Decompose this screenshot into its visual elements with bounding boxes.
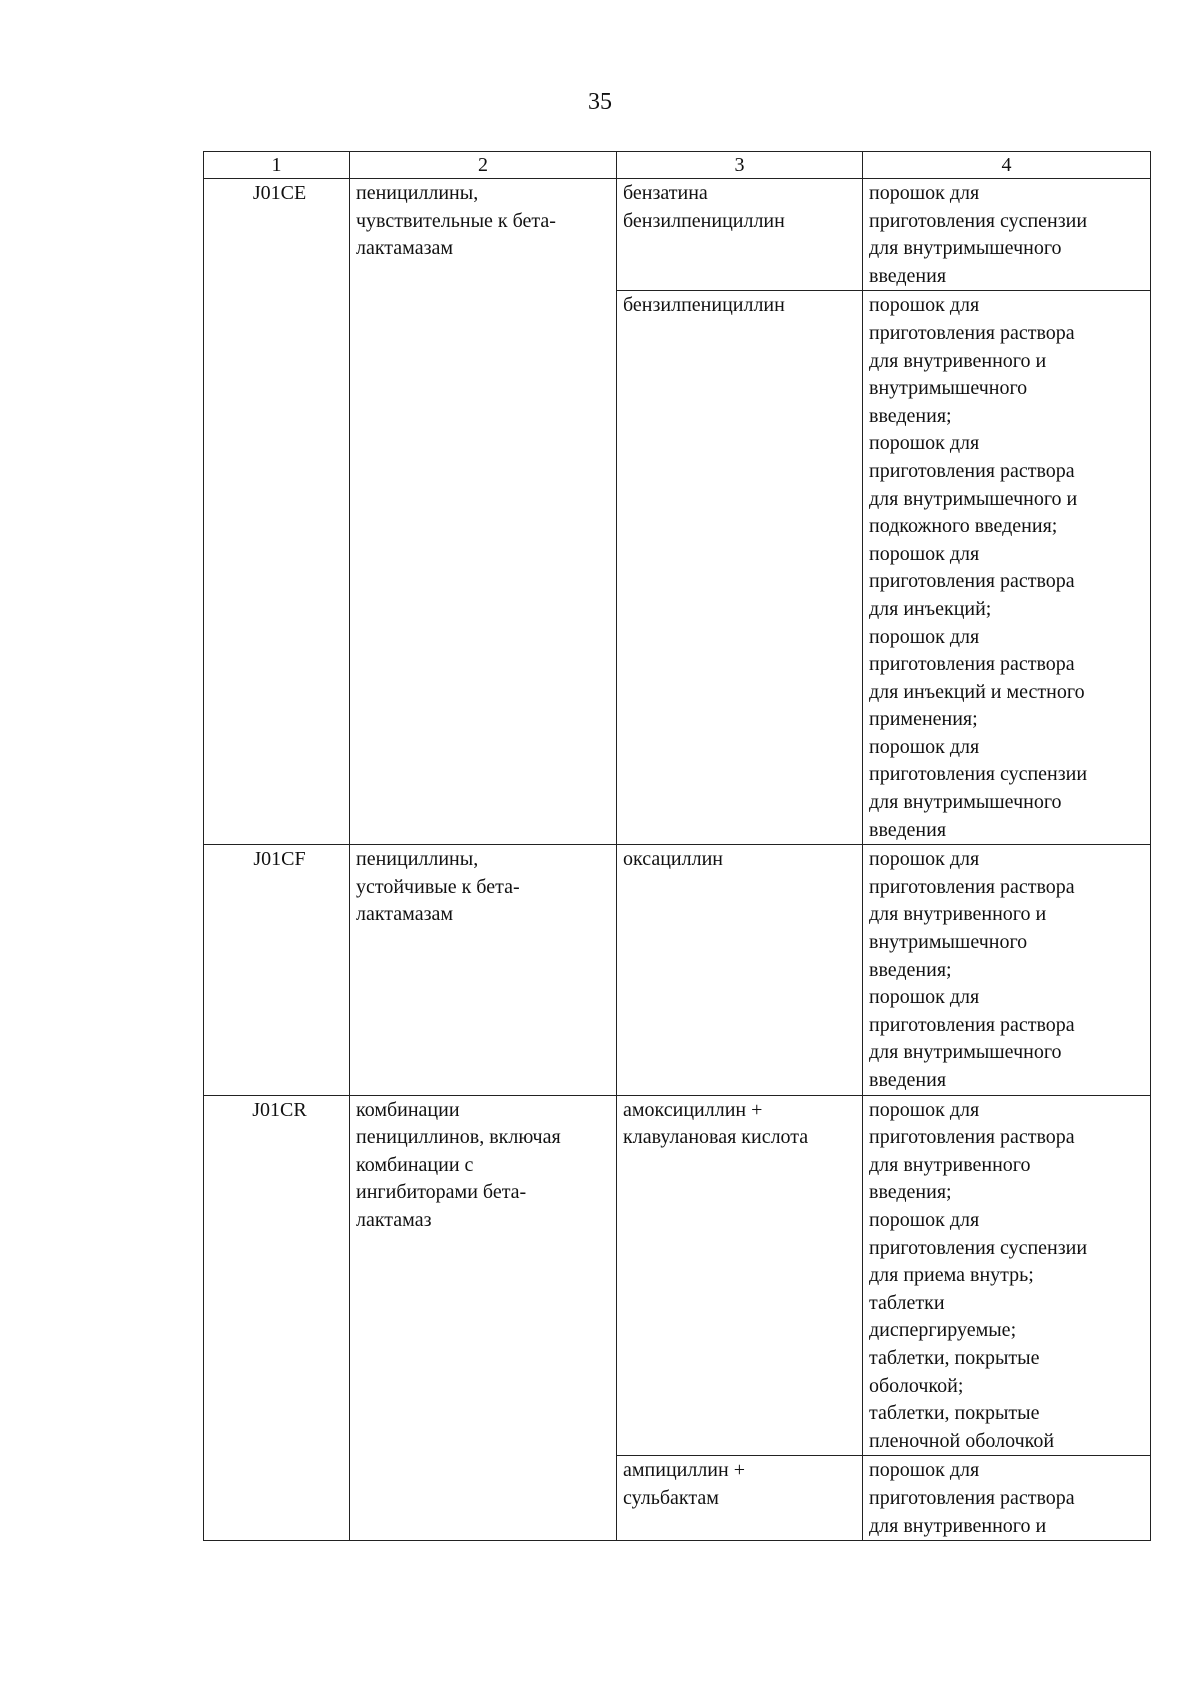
dosage-form-line: порошок для [869, 735, 980, 758]
drug-name-cell [617, 1456, 863, 1541]
header-col-2: 2 [350, 152, 617, 179]
dosage-form-line: внутримышечного [869, 377, 1028, 400]
dosage-form-cell [863, 845, 1151, 1095]
dosage-form-cell [863, 291, 1151, 845]
dosage-form-line: введения; [869, 404, 952, 427]
dosage-form-line: порошок для [869, 986, 980, 1009]
header-col-3: 3 [617, 152, 863, 179]
dosage-form-line: приготовления суспензии [869, 763, 1088, 786]
dosage-form-line: для внутривенного [869, 1153, 1031, 1176]
dosage-form-line: оболочкой; [869, 1374, 964, 1397]
dosage-form-line: внутримышечного [869, 931, 1028, 954]
dosage-form-line: приготовления раствора [869, 1126, 1075, 1149]
drug-name-line: ампициллин + [623, 1459, 745, 1482]
group-name-cell [350, 179, 617, 845]
dosage-form-line: пленочной оболочкой [869, 1429, 1055, 1452]
group-name-line: пенициллины, [356, 182, 479, 204]
dosage-form-line: приготовления суспензии [869, 209, 1088, 232]
dosage-form-line: приготовления раствора [869, 1486, 1075, 1509]
group-name-line: пенициллины, [356, 848, 479, 871]
dosage-form-line: порошок для [869, 1459, 980, 1482]
atc-code-cell: J01CE [204, 179, 350, 845]
dosage-form-line: приготовления раствора [869, 459, 1075, 482]
drug-table [203, 151, 1151, 1541]
drug-name-cell [617, 291, 863, 845]
dosage-form-line: таблетки, покрытые [869, 1402, 1040, 1425]
dosage-form-line: порошок для [869, 848, 980, 871]
dosage-form-line: для инъекций и местного [869, 680, 1085, 703]
drug-name-cell [617, 845, 863, 1095]
dosage-form-line: введения; [869, 958, 952, 981]
group-name-line: ингибиторами бета- [356, 1181, 527, 1204]
group-name-line: лактамазам [356, 237, 454, 260]
dosage-form-line: приготовления раствора [869, 1013, 1075, 1036]
group-name-cell [350, 845, 617, 1095]
dosage-form-line: порошок для [869, 1098, 980, 1121]
atc-code-cell: J01CF [204, 845, 350, 1095]
dosage-form-line: приготовления суспензии [869, 1236, 1088, 1259]
header-col-4: 4 [863, 152, 1151, 179]
header-col-1: 1 [204, 152, 350, 179]
dosage-form-line: приготовления раствора [869, 875, 1075, 898]
dosage-form-cell [863, 1456, 1151, 1541]
group-name-line: комбинации с [356, 1153, 474, 1176]
dosage-form-line: для приема внутрь; [869, 1264, 1034, 1287]
group-name-line: устойчивые к бета- [356, 875, 520, 898]
dosage-form-line: порошок для [869, 1208, 980, 1231]
dosage-form-line: для внутривенного и [869, 1514, 1047, 1537]
dosage-form-line: введения [869, 818, 947, 841]
dosage-form-line: порошок для [869, 294, 980, 317]
drug-name-line: бензатина [623, 182, 708, 204]
dosage-form-cell [863, 1095, 1151, 1456]
table-row [204, 179, 1151, 291]
dosage-form-line: для инъекций; [869, 597, 992, 620]
table-row [204, 1095, 1151, 1456]
dosage-form-line: для внутримышечного [869, 1041, 1062, 1064]
group-name-line: лактамаз [356, 1208, 432, 1231]
dosage-form-line: для внутримышечного и [869, 487, 1078, 510]
group-name-line: чувствительные к бета- [356, 209, 556, 232]
dosage-form-line: для внутримышечного [869, 791, 1062, 814]
dosage-form-line: для внутримышечного [869, 237, 1062, 260]
dosage-form-line: введения [869, 264, 947, 287]
table-body [204, 179, 1151, 1541]
dosage-form-line: приготовления раствора [869, 321, 1075, 344]
group-name-line: комбинации [356, 1098, 460, 1121]
dosage-form-line: подкожного введения; [869, 515, 1058, 538]
atc-code-cell: J01CR [204, 1095, 350, 1541]
drug-name-line: амоксициллин + [623, 1098, 763, 1121]
page-number: 35 [588, 89, 612, 115]
group-name-line: лактамазам [356, 903, 454, 926]
drug-name-cell [617, 179, 863, 291]
group-name-cell [350, 1095, 617, 1541]
drug-name-line: бензилпенициллин [623, 294, 785, 317]
dosage-form-line: введения [869, 1069, 947, 1091]
dosage-form-line: порошок для [869, 432, 980, 455]
dosage-form-line: для внутривенного и [869, 903, 1047, 926]
dosage-form-line: порошок для [869, 625, 980, 648]
group-name-line: пенициллинов, включая [356, 1126, 561, 1149]
drug-name-line: клавулановая кислота [623, 1126, 809, 1149]
dosage-form-line: порошок для [869, 182, 980, 204]
dosage-form-line: приготовления раствора [869, 653, 1075, 676]
table-row [204, 845, 1151, 1095]
dosage-form-line: таблетки [869, 1291, 945, 1314]
dosage-form-line: применения; [869, 708, 978, 731]
dosage-form-cell [863, 179, 1151, 291]
table-header-row [204, 152, 1151, 179]
dosage-form-line: таблетки, покрытые [869, 1346, 1040, 1369]
drug-name-cell [617, 1095, 863, 1456]
dosage-form-line: приготовления раствора [869, 570, 1075, 593]
drug-name-line: бензилпенициллин [623, 209, 785, 232]
dosage-form-line: введения; [869, 1181, 952, 1204]
drug-name-line: сульбактам [623, 1486, 719, 1509]
dosage-form-line: для внутривенного и [869, 349, 1047, 372]
drug-name-line: оксациллин [623, 848, 723, 871]
dosage-form-line: диспергируемые; [869, 1319, 1017, 1342]
dosage-form-line: порошок для [869, 542, 980, 565]
